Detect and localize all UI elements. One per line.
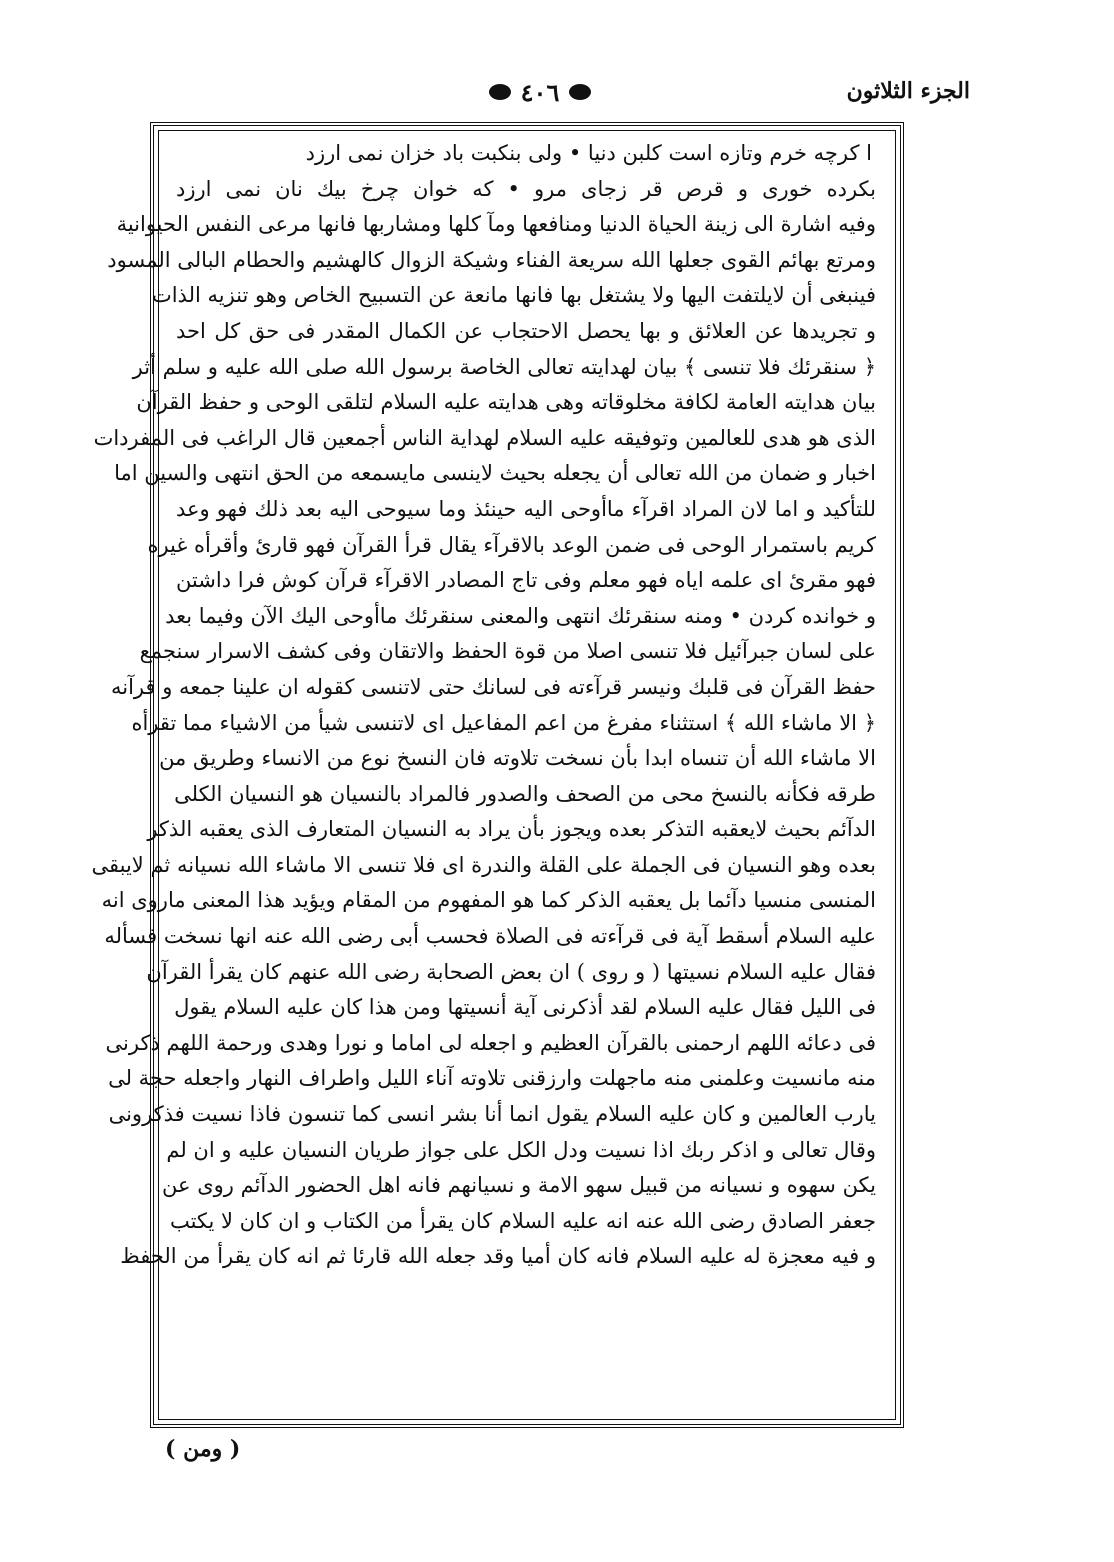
text-line: و فيه معجزة له عليه السلام فانه كان أميا وقد جعله الله قارئا ثم انه كان يقرأ من الحفظ: [120, 1244, 876, 1269]
text-line: طرقه فكأنه بالنسخ محى من الصحف والصدور فالمراد بالنسيان هو النسيان الكلى: [174, 781, 876, 806]
catchword: ( ومن ): [165, 1436, 241, 1462]
text-line: اخبار و ضمان من الله تعالى أن يجعله بحيث لاينسى مايسمعه من الحق انتهى والسين اما: [114, 461, 876, 486]
text-line: وقال تعالى و اذكر ربك اذا نسيت ودل الكل على جواز طريان النسيان عليه و ان لم: [166, 1137, 876, 1162]
text-line: للتأكيد و اما لان المراد اقرآء ماأوحى اليه حينئذ وما سيوحى اليه بعد ذلك فهو وعد: [176, 496, 876, 521]
text-line: منه مانسيت وعلمنى منه ماجهلت وارزقنى تلاوته آناء الليل واطراف النهار واجعله حجة لى: [108, 1066, 876, 1091]
text-line: [176, 1346, 876, 1382]
text-line: على لسان جبرآئيل فلا تنسى اصلا من قوة الحفظ والاتقان وفى كشف الاسرار سنجمع: [139, 639, 876, 664]
right-ornament-icon: [569, 84, 591, 100]
text-line: ﴿ سنقرئك فلا تنسى ﴾ بيان لهدايته تعالى الخاصة برسول الله صلى الله عليه و سلم أثر: [132, 354, 876, 379]
text-line: الدآئم بحيث لايعقبه التذكر بعده ويجوز بأن يراد به النسيان المتعارف الذى يعقبه الذكر: [147, 817, 876, 842]
text-line: فى الليل فقال عليه السلام لقد أذكرنى آية أنسيتها ومن هذا كان عليه السلام يقول: [174, 995, 876, 1020]
text-line: فى دعائه اللهم ارحمنى بالقرآن العظيم و اجعله لى اماما و نورا وهدى ورحمة اللهم ذكرنى: [105, 1030, 876, 1055]
text-line: و خوانده كردن • ومنه سنقرئك انتهى والمعنى سنقرئك ماأوحى اليك الآن وفيما بعد: [165, 603, 876, 628]
text-line: بكرده خورى و قرص قر زجاى مرو • كه خوان چرخ بيك نان نمى ارزد: [176, 176, 876, 201]
text-line: [176, 1275, 876, 1311]
text-line: حفظ القرآن فى قلبك ونيسر قرآءته فى لسانك حتى لاتنسى كقوله ان علينا جمعه و قرآنه: [110, 674, 876, 699]
text-line: ومرتع بهائم القوى جعلها الله سريعة الفناء وشيكة الزوال كالهشيم والحطام البالى المسود: [107, 247, 876, 272]
volume-label: الجزء الثلاثون: [846, 78, 970, 104]
text-line: و تجريدها عن العلائق و بها يحصل الاحتجاب عن الكمال المقدر فى حق كل احد: [176, 318, 876, 343]
text-line: فينبغى أن لايلتفت اليها ولا يشتغل بها فانها مانعة عن التسبيح الخاص وهو تنزيه الذات: [151, 283, 876, 308]
text-body: [91, 136, 876, 1417]
page-header: [150, 70, 970, 120]
text-line: الذى هو هدى للعالمين وتوفيقه عليه السلام لهداية الناس أجمعين قال الراغب فى المفردات: [93, 425, 876, 450]
text-line: بعده وهو النسيان فى الجملة على القلة والندرة اى فلا تنسى الا ماشاء الله نسيانه ثم لايبقى: [91, 852, 876, 877]
text-line: فهو مقرئ اى علمه اياه فهو معلم وفى تاج المصادر الاقرآء قرآن كوش فرا داشتن: [175, 568, 876, 593]
text-line: الا ماشاء الله أن تنساه ابدا بأن نسخت تلاوته فان النسخ نوع من الانساء وطريق من: [159, 746, 876, 771]
text-line: كريم باستمرار الوحى فى ضمن الوعد بالاقرآء يقال قرأ القرآن فهو قارئ وأقرأه غيره: [147, 532, 876, 557]
text-line: بيان هدايته العامة لكافة مخلوقاته وهى هدايته عليه السلام لتلقى الوحى و حفظ القرآن: [136, 390, 876, 415]
text-line: ﴿ الا ماشاء الله ﴾ استثناء مفرغ من اعم المفاعيل اى لاتنسى شيأ من الاشياء مما تقرأه: [131, 710, 876, 735]
text-line: ا كرچه خرم وتازه است كلبن دنيا • ولى بنكبت باد خزان نمى ارزد: [305, 141, 872, 165]
page-number: ٤٠٦: [520, 77, 560, 107]
text-line: جعفر الصادق رضى الله عنه انه عليه السلام كان يقرأ من الكتاب و ان كان لا يكتب: [169, 1208, 876, 1233]
text-frame: [91, 122, 904, 1428]
text-line: يكن سهوه و نسيانه من قبيل سهو الامة و نسيانهم فانه اهل الحضور الدآئم روى عن: [162, 1173, 876, 1198]
text-line: المنسى منسيا دآئما بل يعقبه الذكر كما هو المفهوم من المقام ويؤيد هذا المعنى ماروى انه: [101, 888, 876, 913]
text-line: وفيه اشارة الى زينة الحياة الدنيا ومنافعها ومآ كلها ومشاربها فانها مرعى النفس الحيوانية: [116, 212, 876, 237]
text-line: [176, 1382, 876, 1418]
left-ornament-icon: [489, 84, 511, 100]
text-line: يارب العالمين و كان عليه السلام يقول انما أنا بشر انسى كما تنسون فاذا نسيت فذكرونى: [108, 1102, 876, 1127]
text-line: [176, 1311, 876, 1347]
text-line: عليه السلام أسقط آية فى قرآءته فى الصلاة فحسب أبى رضى الله عنه انها نسخت فسأله: [104, 924, 876, 949]
page-number-ornament: [480, 74, 600, 110]
text-line: فقال عليه السلام نسيتها ( و روى ) ان بعض الصحابة رضى الله عنهم كان يقرأ القرآن: [146, 959, 876, 984]
